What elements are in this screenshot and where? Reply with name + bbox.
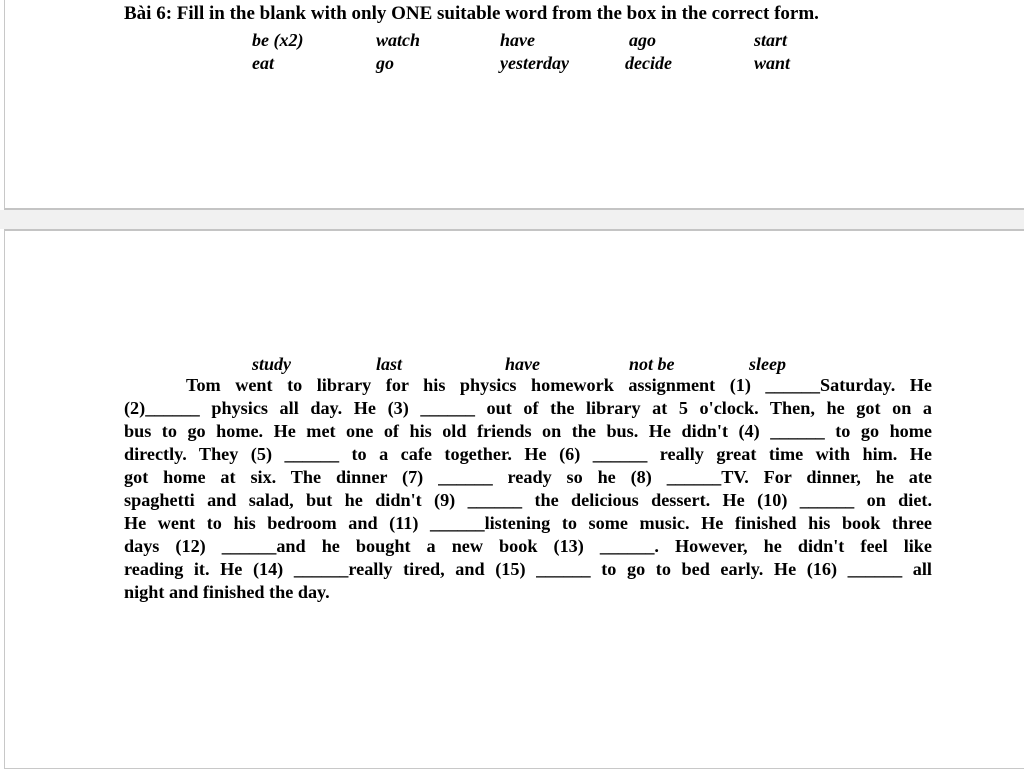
exercise-heading: Bài 6: Fill in the blank with only ONE suitable word from the box in the correct form. [124, 3, 819, 24]
word-box-item: ago [629, 30, 656, 50]
word-box-item: have [505, 354, 540, 374]
word-box-item: study [252, 354, 292, 374]
passage-line: He went to his bedroom and (11) ______listening to some music. He finished his book three [124, 513, 932, 533]
word-box-item: watch [376, 30, 421, 50]
passage-line: bus to go home. He met one of his old friends on the bus. He didn't (4) ______ to go home [124, 421, 932, 441]
page-gap [0, 210, 1024, 229]
word-box-item: decide [625, 53, 672, 73]
word-box-item: yesterday [500, 53, 569, 73]
passage-line: spaghetti and salad, but he didn't (9) ______ the delicious dessert. He (10) ______ on diet. [124, 490, 932, 510]
passage-line: directly. They (5) ______ to a cafe together. He (6) ______ really great time with him. He [124, 444, 932, 464]
passage-line: Tom went to library for his physics homework assignment (1) ______Saturday. He [186, 375, 932, 395]
word-box-item: start [754, 30, 788, 50]
passage-line: reading it. He (14) ______really tired, and (15) ______ to go to bed early. He (16) ______ all [124, 559, 932, 579]
word-box-item: last [376, 354, 403, 374]
passage-line: night and finished the day. [124, 582, 330, 602]
word-box-item: not be [629, 354, 675, 374]
passage-line: got home at six. The dinner (7) ______ ready so he (8) ______TV. For dinner, he ate [124, 467, 932, 487]
word-box-item: sleep [749, 354, 786, 374]
word-box-item: go [376, 53, 394, 73]
word-box-item: eat [252, 53, 274, 73]
passage-line: (2)______ physics all day. He (3) ______ out of the library at 5 o'clock. Then, he got on a [124, 398, 932, 418]
passage [124, 374, 932, 604]
word-box-item: want [754, 53, 791, 73]
word-box-item: have [500, 30, 535, 50]
passage-line: days (12) ______and he bought a new book (13) ______. However, he didn't feel like [124, 536, 932, 556]
word-box-item: be (x2) [252, 30, 304, 50]
